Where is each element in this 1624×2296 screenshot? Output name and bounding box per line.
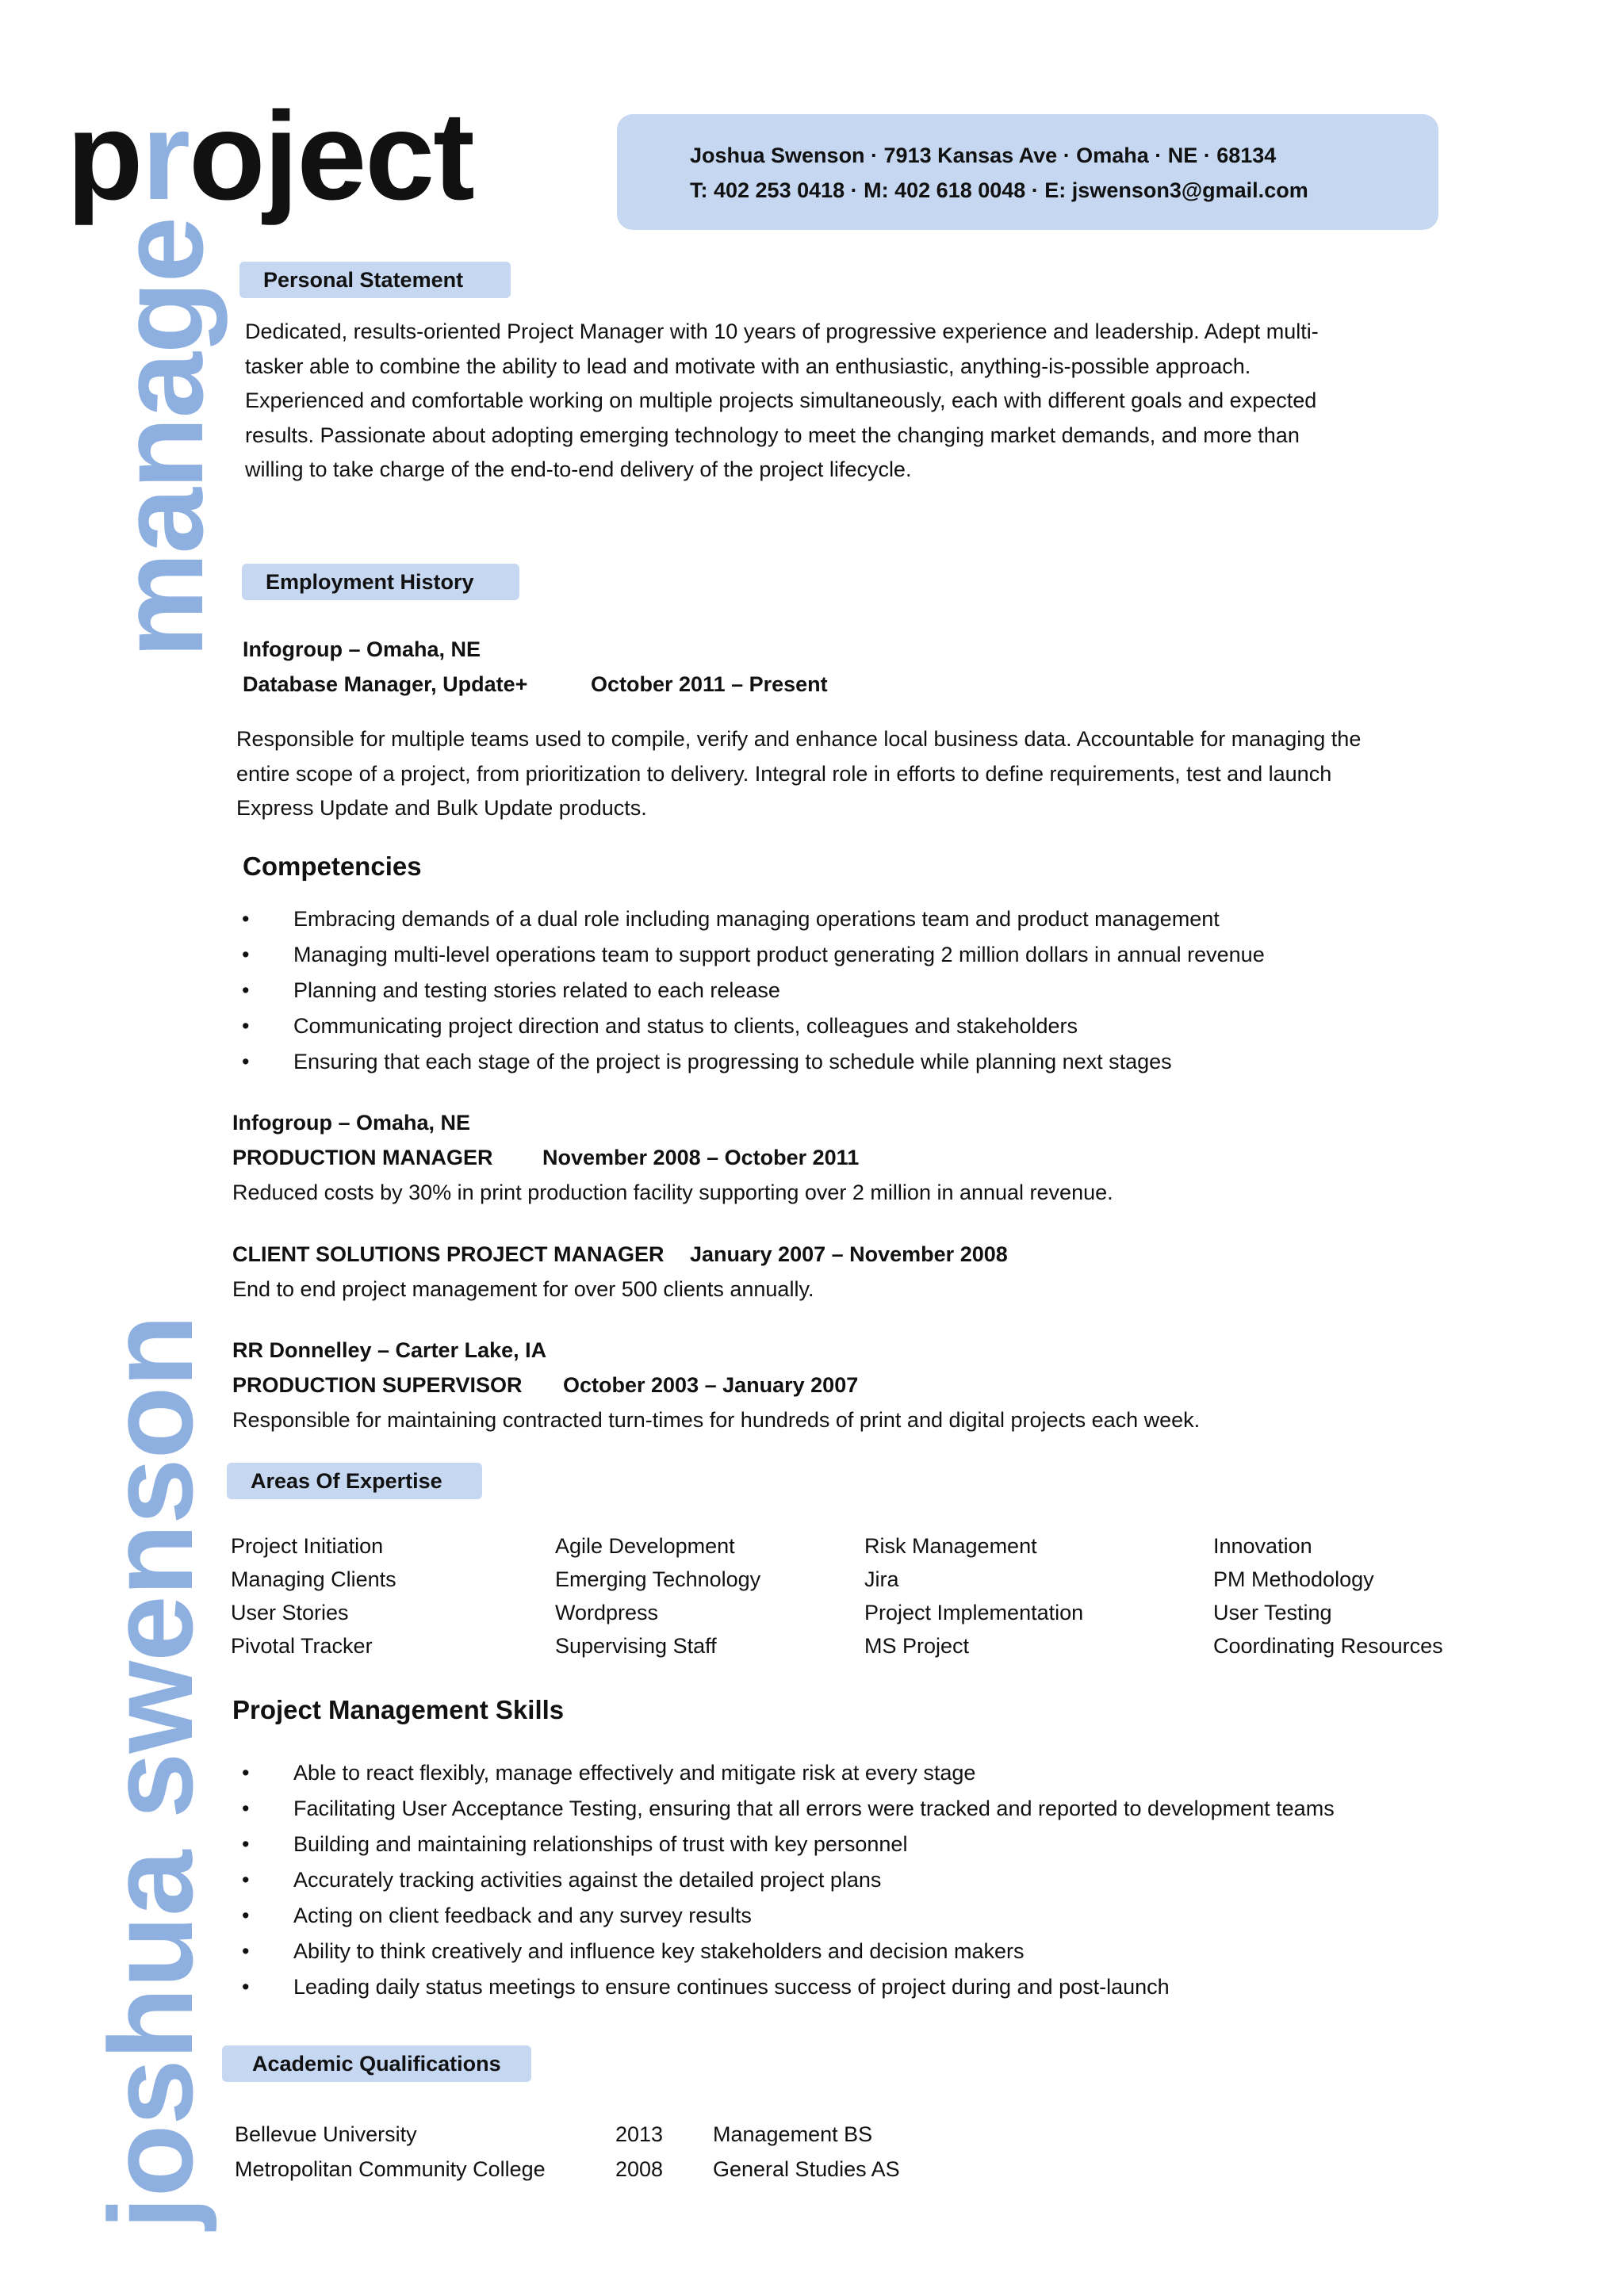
- section-heading-areas-of-expertise: Areas Of Expertise: [227, 1463, 482, 1499]
- statement-line: results. Passionate about adopting emerging technology to meet the changing market demands, and more than: [245, 423, 1300, 447]
- personal-statement-text: [245, 315, 1319, 488]
- academic-year: 2008: [615, 2157, 664, 2181]
- expertise-item: Jira: [864, 1567, 899, 1591]
- expertise-grid: [0, 1529, 1624, 1672]
- contact-phones-email: T: 402 253 0418 · M: 402 618 0048 · E: jswenson3@gmail.com: [690, 178, 1308, 202]
- expertise-column: [555, 1529, 760, 1663]
- expertise-item: Coordinating Resources: [1213, 1634, 1443, 1658]
- job1-desc-line: entire scope of a project, from prioritization to delivery. Integral role in efforts to define requirements, test and launch: [236, 761, 1332, 786]
- job2-description: Reduced costs by 30% in print production facility supporting over 2 million in annual revenue.: [232, 1181, 1113, 1204]
- academic-school: Metropolitan Community College: [235, 2157, 546, 2181]
- expertise-item: Innovation: [1213, 1534, 1312, 1558]
- expertise-item: User Stories: [231, 1601, 349, 1624]
- expertise-item: Supervising Staff: [555, 1634, 717, 1658]
- expertise-item: Wordpress: [555, 1601, 659, 1624]
- list-item: • Managing multi-level operations team to support product generating 2 million dollars in annual revenue: [238, 937, 1265, 973]
- competencies-list: [238, 901, 1265, 1080]
- job1-company: Infogroup – Omaha, NE: [243, 637, 481, 661]
- job3-description: End to end project management for over 500 clients annually.: [232, 1277, 814, 1301]
- vertical-name: joshua swenson: [84, 1315, 217, 2229]
- expertise-item: Emerging Technology: [555, 1567, 761, 1591]
- expertise-item: Pivotal Tracker: [231, 1634, 373, 1658]
- expertise-item: Agile Development: [555, 1534, 735, 1558]
- list-item: • Communicating project direction and status to clients, colleagues and stakeholders: [238, 1008, 1265, 1044]
- list-item: • Ability to think creatively and influence key stakeholders and decision makers: [238, 1934, 1335, 1969]
- expertise-column: [231, 1529, 396, 1663]
- list-item: • Facilitating User Acceptance Testing, ensuring that all errors were tracked and reported to development teams: [238, 1791, 1335, 1827]
- job4-company: RR Donnelley – Carter Lake, IA: [232, 1338, 547, 1362]
- statement-line: Dedicated, results-oriented Project Manager with 10 years of progressive experience and leadership. Adept multi-: [245, 320, 1319, 343]
- job1-description: [236, 722, 1361, 826]
- competencies-heading: Competencies: [243, 851, 422, 881]
- job1-desc-line: Responsible for multiple teams used to compile, verify and enhance local business data. Accountable for managing the: [236, 727, 1362, 751]
- list-item: • Planning and testing stories related to each release: [238, 973, 1265, 1008]
- expertise-item: Project Initiation: [231, 1534, 384, 1558]
- job4-title: PRODUCTION SUPERVISOR: [232, 1373, 523, 1397]
- job3-title: CLIENT SOLUTIONS PROJECT MANAGER: [232, 1242, 665, 1266]
- expertise-item: PM Methodology: [1213, 1567, 1374, 1591]
- job1-dates: October 2011 – Present: [591, 672, 828, 696]
- list-item: • Accurately tracking activities against the detailed project plans: [238, 1862, 1335, 1898]
- academic-row: [0, 2117, 1624, 2152]
- pm-skills-heading: Project Management Skills: [232, 1695, 565, 1724]
- vertical-title-manage: manage: [94, 218, 228, 658]
- expertise-column: [864, 1529, 1083, 1663]
- section-heading-personal-statement: Personal Statement: [239, 262, 511, 298]
- pm-skills-list: [238, 1755, 1335, 2005]
- job2-dates: November 2008 – October 2011: [542, 1146, 860, 1169]
- expertise-column: [1213, 1529, 1443, 1663]
- list-item: • Able to react flexibly, manage effectively and mitigate risk at every stage: [238, 1755, 1335, 1791]
- job2-title: PRODUCTION MANAGER: [232, 1146, 493, 1169]
- section-heading-employment-history: Employment History: [242, 564, 519, 600]
- contact-address: Joshua Swenson · 7913 Kansas Ave · Omaha · NE · 68134: [690, 144, 1277, 167]
- expertise-item: Project Implementation: [864, 1601, 1084, 1624]
- job4-description: Responsible for maintaining contracted turn-times for hundreds of print and digital projects each week.: [232, 1408, 1201, 1432]
- list-item: • Leading daily status meetings to ensure continues success of project during and post-launch: [238, 1969, 1335, 2005]
- expertise-item: User Testing: [1213, 1601, 1332, 1624]
- statement-line: willing to take charge of the end-to-end delivery of the project lifecycle.: [245, 457, 912, 481]
- list-item: • Embracing demands of a dual role including managing operations team and product management: [238, 901, 1265, 937]
- job1-desc-line: Express Update and Bulk Update products.: [236, 796, 647, 820]
- academic-row: [0, 2152, 1624, 2187]
- expertise-item: Risk Management: [864, 1534, 1037, 1558]
- title-project: project: [67, 86, 473, 226]
- job2-company: Infogroup – Omaha, NE: [232, 1111, 471, 1135]
- academic-school: Bellevue University: [235, 2122, 417, 2146]
- job1-title: Database Manager, Update+: [243, 672, 528, 696]
- job4-dates: October 2003 – January 2007: [563, 1373, 859, 1397]
- expertise-item: Managing Clients: [231, 1567, 396, 1591]
- list-item: • Acting on client feedback and any survey results: [238, 1898, 1335, 1934]
- section-heading-academic-qualifications: Academic Qualifications: [222, 2045, 531, 2082]
- academic-degree: Management BS: [713, 2122, 873, 2146]
- statement-line: Experienced and comfortable working on multiple projects simultaneously, each with different goals and expected: [245, 388, 1317, 412]
- list-item: • Ensuring that each stage of the project is progressing to schedule while planning next stages: [238, 1044, 1265, 1080]
- job3-dates: January 2007 – November 2008: [690, 1242, 1008, 1266]
- academic-degree: General Studies AS: [713, 2157, 900, 2181]
- statement-line: tasker able to combine the ability to lead and motivate with an enthusiastic, anything-is-possible approach.: [245, 354, 1251, 378]
- contact-box: [617, 114, 1438, 230]
- list-item: • Building and maintaining relationships of trust with key personnel: [238, 1827, 1335, 1862]
- expertise-item: MS Project: [864, 1634, 970, 1658]
- academic-year: 2013: [615, 2122, 664, 2146]
